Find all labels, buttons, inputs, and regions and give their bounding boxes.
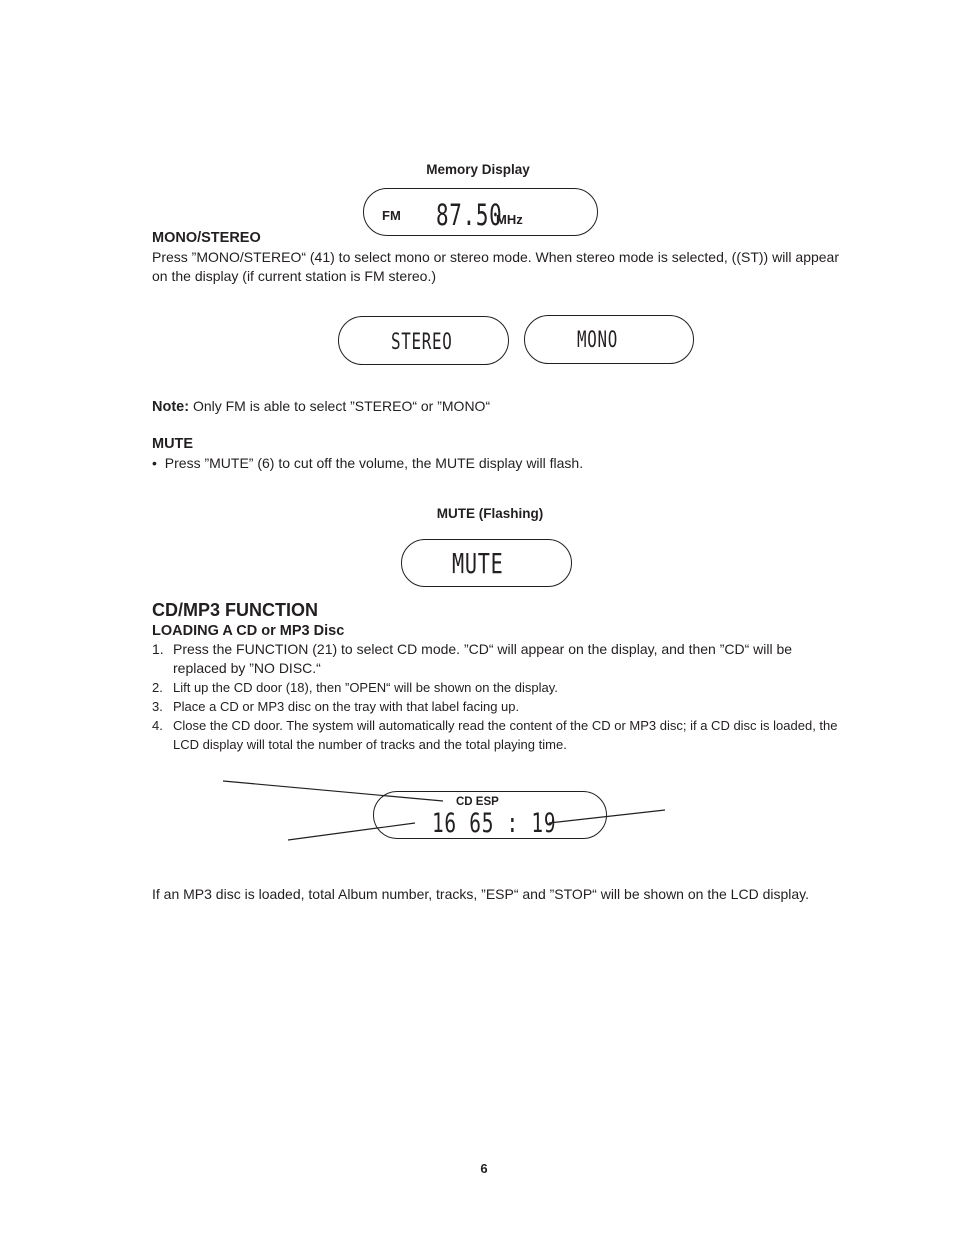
mute-heading: MUTE [152, 436, 194, 452]
note-label: Note: [152, 399, 190, 415]
mono-stereo-heading: MONO/STEREO [152, 230, 261, 246]
step-text: Press the FUNCTION (21) to select CD mode. ”CD“ will appear on the display, and then ”CD“ will be replaced by ”NO DISC.“ [173, 641, 793, 676]
loading-subheading: LOADING A CD or MP3 Disc [152, 623, 345, 639]
cd-mp3-heading: CD/MP3 FUNCTION [152, 600, 318, 620]
mono-stereo-text: Press ”MONO/STEREO“ (41) to select mono or stereo mode. When stereo mode is selected, ((ST)) will appear on the display (if current station is FM stereo.) [152, 249, 840, 284]
mute-caption: MUTE (Flashing) [436, 506, 544, 521]
frequency-unit: MHz [496, 212, 523, 227]
step-text: Place a CD or MP3 disc on the tray with that label facing up. [173, 699, 520, 714]
bullet-mark: • [152, 455, 157, 471]
step-text: Lift up the CD door (18), then ”OPEN“ will be shown on the display. [173, 680, 558, 695]
frequency-readout: 87.50 [436, 198, 503, 232]
step-number: 1. [152, 641, 164, 657]
note-text: Only FM is able to select ”STEREO“ or ”MONO“ [192, 398, 491, 414]
band-indicator: FM [382, 208, 401, 223]
cd-tracks-time-readout: 16 65 : 19 [432, 808, 557, 839]
memory-display-caption: Memory Display [426, 162, 530, 177]
mute-readout: MUTE [452, 547, 504, 580]
step-number: 4. [152, 718, 163, 733]
mute-text: Press ”MUTE” (6) to cut off the volume, the MUTE display will flash. [164, 455, 584, 471]
mp3-info-text: If an MP3 disc is loaded, total Album number, tracks, ”ESP“ and ”STOP“ will be shown on the LCD display. [152, 886, 810, 902]
page-number: 6 [480, 1161, 488, 1176]
cd-lcd-display [373, 791, 607, 839]
mono-readout: MONO [577, 328, 619, 353]
step-number: 2. [152, 680, 163, 695]
stereo-readout: STEREO [391, 330, 453, 355]
cd-esp-indicator: CD ESP [456, 796, 499, 808]
step-text: Close the CD door. The system will automatically read the content of the CD or MP3 disc; if a CD disc is loaded, the LCD display will total the number of tracks and the total playing time. [173, 718, 838, 752]
step-number: 3. [152, 699, 163, 714]
